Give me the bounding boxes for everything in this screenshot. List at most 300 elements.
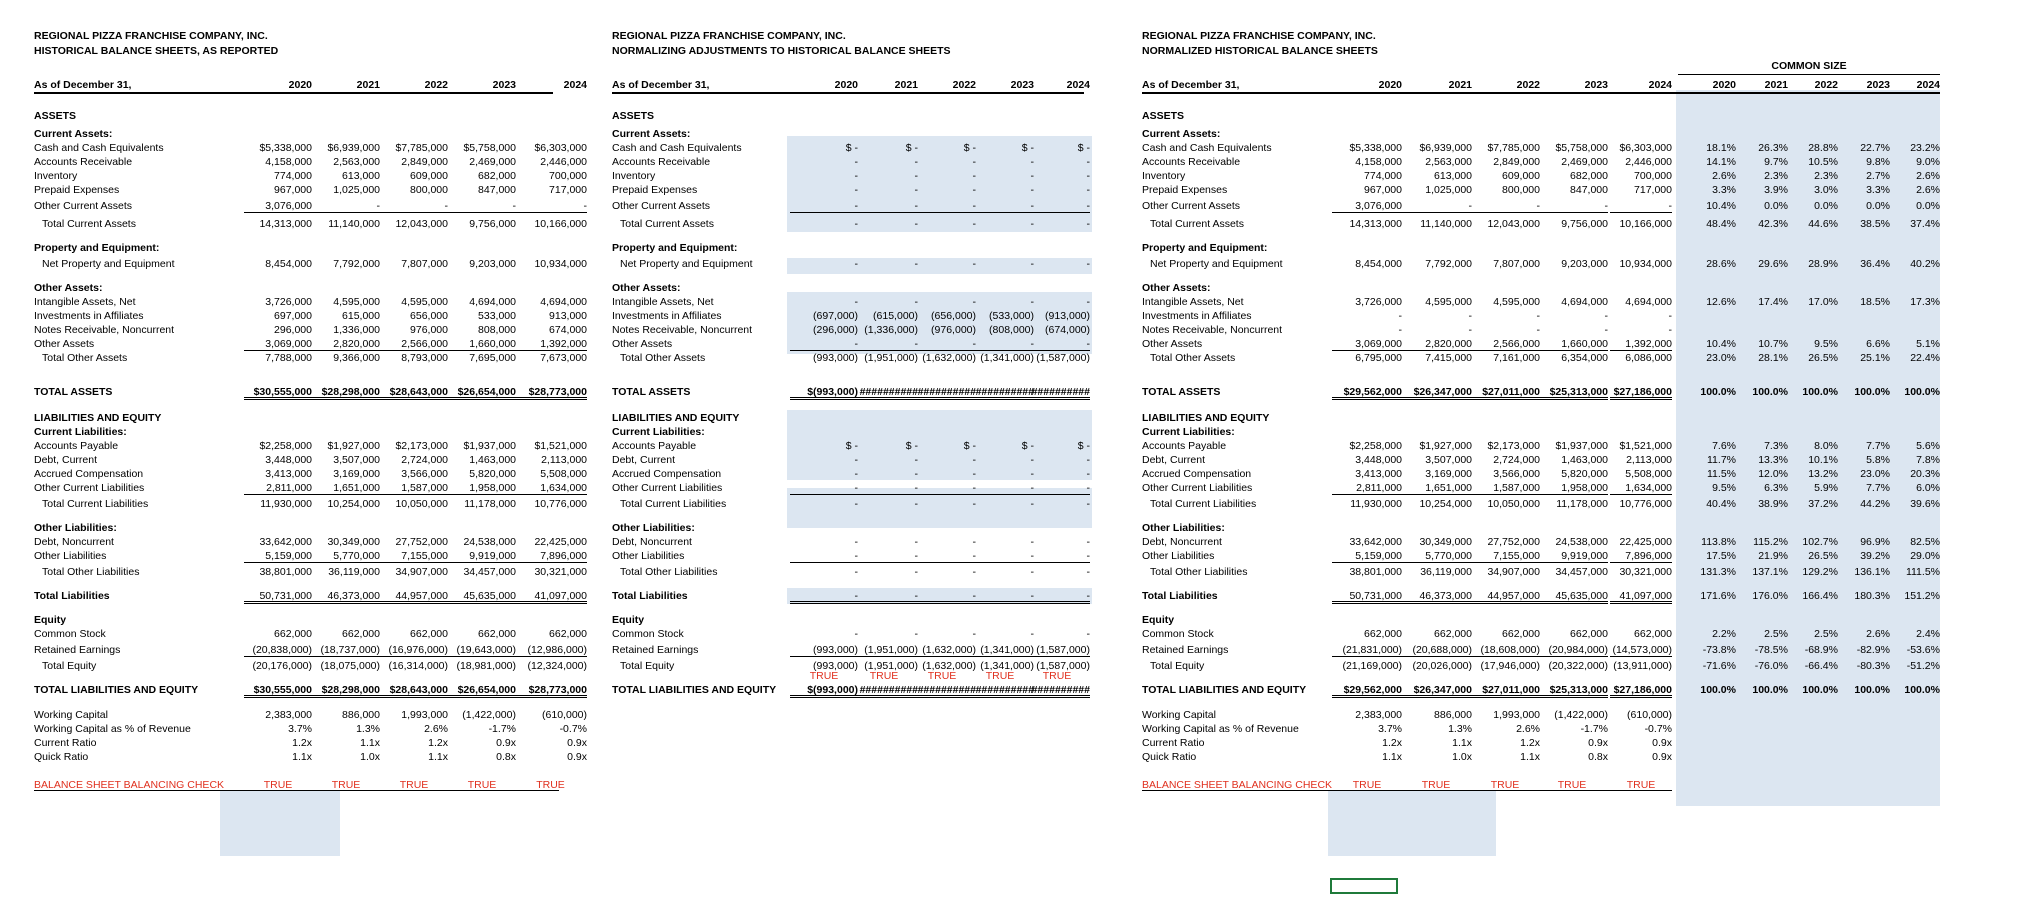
year-header[interactable]: 2020 xyxy=(1712,79,1736,91)
value-cell[interactable]: 9,756,000 xyxy=(469,218,516,230)
value-cell[interactable]: - xyxy=(854,628,858,640)
percent-cell[interactable]: 137.1% xyxy=(1752,566,1788,578)
row-label[interactable]: Total Liabilities xyxy=(34,590,110,602)
percent-cell[interactable]: 136.1% xyxy=(1854,566,1890,578)
value-cell[interactable]: 46,373,000 xyxy=(312,590,380,604)
value-cell[interactable]: (18,075,000) xyxy=(320,660,380,672)
value-cell[interactable]: 33,642,000 xyxy=(259,536,312,548)
value-cell[interactable]: 1,587,000 xyxy=(1470,482,1540,495)
value-cell[interactable]: - xyxy=(914,566,918,578)
value-cell[interactable]: 10,776,000 xyxy=(1619,498,1672,510)
value-cell[interactable]: 1,463,000 xyxy=(1561,454,1608,466)
percent-cell[interactable]: 10.4% xyxy=(1706,200,1736,212)
value-cell[interactable]: (19,643,000) xyxy=(448,644,516,657)
value-cell[interactable]: $27,186,000 xyxy=(1610,386,1672,400)
value-cell[interactable]: - xyxy=(972,498,976,510)
value-cell[interactable]: (1,951,000) xyxy=(864,660,918,672)
value-cell[interactable]: 1,993,000 xyxy=(401,709,448,721)
value-cell[interactable]: 4,158,000 xyxy=(1355,156,1402,168)
value-cell[interactable]: ########## xyxy=(908,386,976,400)
value-cell[interactable]: - xyxy=(1668,310,1672,322)
row-label[interactable]: Accrued Compensation xyxy=(1142,468,1252,480)
percent-cell[interactable]: 21.9% xyxy=(1758,550,1788,562)
value-cell[interactable]: - xyxy=(1468,310,1472,322)
value-cell[interactable]: - xyxy=(1086,454,1090,466)
row-label[interactable]: Accounts Payable xyxy=(1142,440,1227,452)
year-header[interactable]: 2024 xyxy=(1066,79,1090,91)
value-cell[interactable]: 2,113,000 xyxy=(1626,454,1672,466)
value-cell[interactable]: - xyxy=(1024,338,1090,351)
value-cell[interactable]: (20,026,000) xyxy=(1412,660,1472,672)
percent-cell[interactable]: -68.9% xyxy=(1804,644,1838,656)
value-cell[interactable]: $1,521,000 xyxy=(1619,440,1672,452)
value-cell[interactable]: 7,896,000 xyxy=(1610,550,1672,563)
value-cell[interactable]: 1,336,000 xyxy=(333,324,380,336)
row-label[interactable]: Other Liabilities xyxy=(34,550,107,562)
value-cell[interactable]: 0.9x xyxy=(496,737,516,749)
value-cell[interactable]: 662,000 xyxy=(1502,628,1540,640)
value-cell[interactable]: 1.1x xyxy=(1452,737,1472,749)
value-cell[interactable]: - xyxy=(966,200,1034,213)
value-cell[interactable]: 3,076,000 xyxy=(1332,200,1402,213)
percent-cell[interactable]: 18.1% xyxy=(1706,142,1736,154)
percent-cell[interactable]: 100.0% xyxy=(1752,684,1788,696)
value-cell[interactable]: (1,587,000) xyxy=(1036,660,1090,672)
value-cell[interactable]: $1,927,000 xyxy=(1419,440,1472,452)
value-cell[interactable]: 2,724,000 xyxy=(401,454,448,466)
value-cell[interactable]: - xyxy=(914,218,918,230)
value-cell[interactable]: (1,341,000) xyxy=(980,660,1034,672)
value-cell[interactable]: - xyxy=(972,296,976,308)
value-cell[interactable]: $28,773,000 xyxy=(514,386,587,400)
value-cell[interactable]: $ - xyxy=(1077,440,1090,452)
value-cell[interactable]: - xyxy=(972,628,976,640)
value-cell[interactable]: 0.9x xyxy=(1588,737,1608,749)
value-cell[interactable]: (1,951,000) xyxy=(850,644,918,657)
value-cell[interactable]: 9,756,000 xyxy=(1561,218,1608,230)
value-cell[interactable]: - xyxy=(790,200,858,213)
value-cell[interactable]: 2,563,000 xyxy=(333,156,380,168)
value-cell[interactable]: $28,643,000 xyxy=(380,386,448,400)
value-cell[interactable]: $27,011,000 xyxy=(1470,386,1540,400)
value-cell[interactable]: (20,838,000) xyxy=(244,644,312,657)
percent-cell[interactable]: 171.6% xyxy=(1700,590,1736,602)
row-label[interactable]: Retained Earnings xyxy=(1142,644,1229,656)
percent-cell[interactable]: 100.0% xyxy=(1752,386,1788,398)
row-label[interactable]: TOTAL LIABILITIES AND EQUITY xyxy=(34,684,199,696)
row-label[interactable]: Total Other Assets xyxy=(1150,352,1236,364)
row-label[interactable]: TOTAL ASSETS xyxy=(612,386,691,398)
value-cell[interactable]: 38,801,000 xyxy=(259,566,312,578)
value-cell[interactable]: 1.1x xyxy=(292,751,312,763)
value-cell[interactable]: - xyxy=(1604,324,1608,336)
value-cell[interactable]: 27,752,000 xyxy=(1487,536,1540,548)
value-cell[interactable]: $5,758,000 xyxy=(1555,142,1608,154)
value-cell[interactable]: -1.7% xyxy=(488,723,516,735)
row-label[interactable]: ASSETS xyxy=(34,110,77,122)
percent-cell[interactable]: 22.7% xyxy=(1860,142,1890,154)
value-cell[interactable]: - xyxy=(1030,218,1034,230)
row-label[interactable]: TOTAL LIABILITIES AND EQUITY xyxy=(612,684,777,696)
percent-cell[interactable]: 115.2% xyxy=(1753,536,1788,548)
value-cell[interactable]: - xyxy=(972,566,976,578)
row-label[interactable]: TOTAL ASSETS xyxy=(34,386,113,398)
percent-cell[interactable]: 100.0% xyxy=(1904,684,1940,696)
value-cell[interactable]: - xyxy=(790,550,858,563)
value-cell[interactable]: 1.1x xyxy=(1382,751,1402,763)
value-cell[interactable]: - xyxy=(1030,628,1034,640)
value-cell[interactable]: - xyxy=(1030,258,1034,270)
value-cell[interactable]: 656,000 xyxy=(410,310,448,322)
row-label[interactable]: Inventory xyxy=(34,170,78,182)
value-cell[interactable]: - xyxy=(914,184,918,196)
percent-cell[interactable]: 37.2% xyxy=(1808,498,1838,510)
percent-cell[interactable]: 29.0% xyxy=(1910,550,1940,562)
row-label[interactable]: Total Current Liabilities xyxy=(42,498,149,510)
value-cell[interactable]: - xyxy=(1086,156,1090,168)
row-label[interactable]: Accrued Compensation xyxy=(34,468,144,480)
percent-cell[interactable]: 17.3% xyxy=(1910,296,1940,308)
value-cell[interactable]: (12,986,000) xyxy=(514,644,587,657)
percent-cell[interactable]: 96.9% xyxy=(1860,536,1890,548)
value-cell[interactable]: 4,694,000 xyxy=(540,296,587,308)
value-cell[interactable]: 10,050,000 xyxy=(1487,498,1540,510)
percent-cell[interactable]: 10.5% xyxy=(1808,156,1838,168)
percent-cell[interactable]: 151.2% xyxy=(1904,590,1940,602)
row-label[interactable]: Property and Equipment: xyxy=(1142,242,1268,254)
percent-cell[interactable]: 180.3% xyxy=(1854,590,1890,602)
row-label[interactable]: Equity xyxy=(612,614,645,626)
value-cell[interactable]: 662,000 xyxy=(1364,628,1402,640)
value-cell[interactable]: - xyxy=(908,550,976,563)
value-cell[interactable]: 296,000 xyxy=(274,324,312,336)
value-cell[interactable]: - xyxy=(914,156,918,168)
value-cell[interactable]: $1,937,000 xyxy=(463,440,516,452)
year-header[interactable]: 2024 xyxy=(1916,79,1940,91)
value-cell[interactable]: 697,000 xyxy=(274,310,312,322)
percent-cell[interactable]: 10.4% xyxy=(1706,338,1736,350)
value-cell[interactable]: 6,086,000 xyxy=(1625,352,1672,364)
value-cell[interactable]: - xyxy=(312,200,380,213)
value-cell[interactable]: 10,166,000 xyxy=(534,218,587,230)
percent-cell[interactable]: 42.3% xyxy=(1758,218,1788,230)
value-cell[interactable]: - xyxy=(514,200,587,213)
value-cell[interactable]: $26,347,000 xyxy=(1400,684,1472,698)
value-cell[interactable]: (1,951,000) xyxy=(864,352,918,364)
value-cell[interactable]: - xyxy=(1086,296,1090,308)
year-header[interactable]: 2023 xyxy=(492,79,516,91)
value-cell[interactable]: 5,770,000 xyxy=(1400,550,1472,563)
value-cell[interactable]: 2,469,000 xyxy=(1561,156,1608,168)
value-cell[interactable]: - xyxy=(854,218,858,230)
value-cell[interactable]: - xyxy=(854,468,858,480)
row-label[interactable]: Debt, Current xyxy=(1142,454,1206,466)
value-cell[interactable]: - xyxy=(908,590,976,604)
value-cell[interactable]: ########## xyxy=(850,386,918,400)
percent-cell[interactable]: 5.8% xyxy=(1866,454,1890,466)
value-cell[interactable]: - xyxy=(972,536,976,548)
row-label[interactable]: Other Current Liabilities xyxy=(1142,482,1253,494)
value-cell[interactable]: 4,595,000 xyxy=(333,296,380,308)
value-cell[interactable]: - xyxy=(850,590,918,604)
value-cell[interactable]: 3.7% xyxy=(288,723,312,735)
percent-cell[interactable]: 39.2% xyxy=(1860,550,1890,562)
value-cell[interactable]: - xyxy=(914,536,918,548)
value-cell[interactable]: 10,254,000 xyxy=(1419,498,1472,510)
value-cell[interactable]: TRUE xyxy=(809,670,839,682)
value-cell[interactable]: $5,338,000 xyxy=(259,142,312,154)
value-cell[interactable]: 2,849,000 xyxy=(1493,156,1540,168)
row-label[interactable]: Accounts Receivable xyxy=(612,156,711,168)
row-label[interactable]: LIABILITIES AND EQUITY xyxy=(1142,412,1270,424)
percent-cell[interactable]: 38.5% xyxy=(1860,218,1890,230)
percent-cell[interactable]: 2.5% xyxy=(1764,628,1788,640)
value-cell[interactable]: - xyxy=(966,590,1034,604)
active-cell-selection[interactable] xyxy=(1330,878,1398,894)
value-cell[interactable]: 2,563,000 xyxy=(1425,156,1472,168)
value-cell[interactable]: (674,000) xyxy=(1045,324,1090,336)
value-cell[interactable]: 662,000 xyxy=(478,628,516,640)
value-cell[interactable]: $7,785,000 xyxy=(395,142,448,154)
value-cell[interactable]: 9,919,000 xyxy=(448,550,516,563)
value-cell[interactable]: 1,025,000 xyxy=(333,184,380,196)
percent-cell[interactable]: 23.0% xyxy=(1706,352,1736,364)
value-cell[interactable]: 7,695,000 xyxy=(469,352,516,364)
row-label[interactable]: Retained Earnings xyxy=(34,644,121,656)
value-cell[interactable]: TRUE xyxy=(467,779,497,791)
value-cell[interactable]: 2,113,000 xyxy=(541,454,587,466)
value-cell[interactable]: (18,737,000) xyxy=(312,644,380,657)
row-label[interactable]: Property and Equipment: xyxy=(612,242,738,254)
value-cell[interactable]: - xyxy=(972,156,976,168)
year-header[interactable]: 2020 xyxy=(1378,79,1402,91)
value-cell[interactable]: 1,651,000 xyxy=(312,482,380,495)
percent-cell[interactable]: 3.3% xyxy=(1712,184,1736,196)
percent-cell[interactable]: 11.5% xyxy=(1707,468,1736,480)
value-cell[interactable]: 5,508,000 xyxy=(540,468,587,480)
value-cell[interactable]: - xyxy=(1086,566,1090,578)
value-cell[interactable]: 3,507,000 xyxy=(333,454,380,466)
year-header[interactable]: 2022 xyxy=(1516,79,1540,91)
row-label[interactable]: Working Capital xyxy=(34,709,108,721)
value-cell[interactable]: (1,422,000) xyxy=(462,709,516,721)
value-cell[interactable]: 0.9x xyxy=(1652,737,1672,749)
value-cell[interactable]: - xyxy=(1086,184,1090,196)
percent-cell[interactable]: 18.5% xyxy=(1860,296,1890,308)
value-cell[interactable]: - xyxy=(914,454,918,466)
percent-cell[interactable]: 9.7% xyxy=(1764,156,1788,168)
value-cell[interactable]: 50,731,000 xyxy=(244,590,312,604)
percent-cell[interactable]: 39.6% xyxy=(1910,498,1940,510)
percent-cell[interactable]: 9.0% xyxy=(1916,156,1940,168)
value-cell[interactable]: $ - xyxy=(905,142,918,154)
percent-cell[interactable]: 10.7% xyxy=(1758,338,1788,350)
row-label[interactable]: Current Assets: xyxy=(34,128,113,140)
value-cell[interactable]: $26,347,000 xyxy=(1400,386,1472,400)
row-label[interactable]: BALANCE SHEET BALANCING CHECK xyxy=(1142,779,1333,791)
value-cell[interactable]: 11,178,000 xyxy=(464,498,516,510)
percent-cell[interactable]: 3.0% xyxy=(1814,184,1838,196)
row-label[interactable]: Debt, Noncurrent xyxy=(1142,536,1222,548)
percent-cell[interactable]: 3.3% xyxy=(1866,184,1890,196)
percent-cell[interactable]: 29.6% xyxy=(1758,258,1788,270)
percent-cell[interactable]: 100.0% xyxy=(1904,386,1940,398)
percent-cell[interactable]: 166.4% xyxy=(1802,590,1838,602)
value-cell[interactable]: 9,203,000 xyxy=(469,258,516,270)
value-cell[interactable]: - xyxy=(972,454,976,466)
value-cell[interactable]: 5,159,000 xyxy=(244,550,312,563)
value-cell[interactable]: 11,178,000 xyxy=(1556,498,1608,510)
percent-cell[interactable]: 176.0% xyxy=(1752,590,1788,602)
year-header[interactable]: 2020 xyxy=(834,79,858,91)
value-cell[interactable]: 3,448,000 xyxy=(1355,454,1402,466)
row-label[interactable]: Inventory xyxy=(1142,170,1186,182)
row-label[interactable]: Debt, Noncurrent xyxy=(34,536,114,548)
value-cell[interactable]: 682,000 xyxy=(478,170,516,182)
value-cell[interactable]: 2,820,000 xyxy=(1400,338,1472,351)
percent-cell[interactable]: 100.0% xyxy=(1802,684,1838,696)
percent-cell[interactable]: 5.1% xyxy=(1916,338,1940,350)
value-cell[interactable]: - xyxy=(854,170,858,182)
value-cell[interactable]: 1,025,000 xyxy=(1425,184,1472,196)
year-header[interactable]: 2022 xyxy=(952,79,976,91)
row-label[interactable]: Total Equity xyxy=(620,660,675,672)
year-header[interactable]: 2021 xyxy=(1764,79,1788,91)
value-cell[interactable]: 847,000 xyxy=(1570,184,1608,196)
value-cell[interactable]: 5,770,000 xyxy=(312,550,380,563)
value-cell[interactable]: (20,322,000) xyxy=(1548,660,1608,672)
value-cell[interactable]: $ - xyxy=(845,440,858,452)
percent-cell[interactable]: 9.8% xyxy=(1866,156,1890,168)
value-cell[interactable]: 9,919,000 xyxy=(1536,550,1608,563)
value-cell[interactable]: (1,632,000) xyxy=(908,644,976,657)
value-cell[interactable]: - xyxy=(914,628,918,640)
value-cell[interactable]: 967,000 xyxy=(274,184,312,196)
percent-cell[interactable]: 17.0% xyxy=(1808,296,1838,308)
value-cell[interactable]: 609,000 xyxy=(410,170,448,182)
row-label[interactable]: Equity xyxy=(1142,614,1175,626)
value-cell[interactable]: - xyxy=(914,468,918,480)
value-cell[interactable]: 1,392,000 xyxy=(514,338,587,351)
row-label[interactable]: Accounts Receivable xyxy=(1142,156,1241,168)
value-cell[interactable]: - xyxy=(1536,200,1608,213)
value-cell[interactable]: 14,313,000 xyxy=(1349,218,1402,230)
value-cell[interactable]: 33,642,000 xyxy=(1349,536,1402,548)
percent-cell[interactable]: 2.2% xyxy=(1712,628,1736,640)
value-cell[interactable]: 44,957,000 xyxy=(380,590,448,604)
row-label[interactable]: Total Other Liabilities xyxy=(620,566,718,578)
value-cell[interactable]: (993,000) xyxy=(813,660,858,672)
value-cell[interactable]: - xyxy=(790,590,858,604)
value-cell[interactable]: $7,785,000 xyxy=(1487,142,1540,154)
row-label[interactable]: Intangible Assets, Net xyxy=(1142,296,1244,308)
percent-cell[interactable]: 2.3% xyxy=(1814,170,1838,182)
percent-cell[interactable]: 36.4% xyxy=(1860,258,1890,270)
value-cell[interactable]: 7,788,000 xyxy=(265,352,312,364)
value-cell[interactable]: $28,298,000 xyxy=(312,684,380,698)
value-cell[interactable]: 2,811,000 xyxy=(1332,482,1402,495)
row-label[interactable]: Common Stock xyxy=(612,628,684,640)
value-cell[interactable]: 41,097,000 xyxy=(514,590,587,604)
value-cell[interactable]: - xyxy=(850,482,918,495)
value-cell[interactable]: - xyxy=(908,338,976,351)
row-label[interactable]: Notes Receivable, Noncurrent xyxy=(34,324,175,336)
value-cell[interactable]: $ - xyxy=(963,440,976,452)
percent-cell[interactable]: 7.8% xyxy=(1916,454,1940,466)
row-label[interactable]: Debt, Current xyxy=(612,454,676,466)
year-header[interactable]: 2023 xyxy=(1584,79,1608,91)
percent-cell[interactable]: -73.8% xyxy=(1702,644,1736,656)
value-cell[interactable]: - xyxy=(854,296,858,308)
value-cell[interactable]: $(993,000) xyxy=(790,684,858,698)
row-label[interactable]: Other Current Assets xyxy=(612,200,711,212)
row-label[interactable]: Other Current Liabilities xyxy=(612,482,723,494)
row-label[interactable]: Total Other Assets xyxy=(620,352,706,364)
value-cell[interactable]: 7,896,000 xyxy=(514,550,587,563)
value-cell[interactable]: - xyxy=(1398,324,1402,336)
value-cell[interactable]: (20,176,000) xyxy=(252,660,312,672)
value-cell[interactable]: 1,587,000 xyxy=(380,482,448,495)
percent-cell[interactable]: 7.6% xyxy=(1712,440,1736,452)
value-cell[interactable]: (993,000) xyxy=(790,644,858,657)
value-cell[interactable]: 1,660,000 xyxy=(1536,338,1608,351)
value-cell[interactable]: - xyxy=(972,258,976,270)
value-cell[interactable]: $2,173,000 xyxy=(1487,440,1540,452)
value-cell[interactable]: 7,807,000 xyxy=(401,258,448,270)
percent-cell[interactable]: 100.0% xyxy=(1700,684,1736,696)
percent-cell[interactable]: 44.2% xyxy=(1860,498,1890,510)
percent-cell[interactable]: 0.0% xyxy=(1814,200,1838,212)
percent-cell[interactable]: 28.9% xyxy=(1808,258,1838,270)
row-label[interactable]: Other Liabilities: xyxy=(34,522,117,534)
row-label[interactable]: Current Liabilities: xyxy=(34,426,127,438)
row-label[interactable]: Equity xyxy=(34,614,67,626)
value-cell[interactable]: 11,140,000 xyxy=(328,218,380,230)
value-cell[interactable]: (993,000) xyxy=(813,352,858,364)
value-cell[interactable]: (1,341,000) xyxy=(966,644,1034,657)
percent-cell[interactable]: 10.1% xyxy=(1808,454,1838,466)
value-cell[interactable]: $5,338,000 xyxy=(1349,142,1402,154)
value-cell[interactable]: 1,660,000 xyxy=(448,338,516,351)
value-cell[interactable]: ########## xyxy=(966,684,1034,698)
value-cell[interactable]: 3,076,000 xyxy=(244,200,312,213)
value-cell[interactable]: ########## xyxy=(1024,684,1090,698)
percent-cell[interactable]: 82.5% xyxy=(1910,536,1940,548)
percent-cell[interactable]: 12.0% xyxy=(1758,468,1788,480)
row-label[interactable]: Cash and Cash Equivalents xyxy=(1142,142,1272,154)
value-cell[interactable]: ########## xyxy=(908,684,976,698)
value-cell[interactable]: - xyxy=(854,156,858,168)
value-cell[interactable]: $6,939,000 xyxy=(327,142,380,154)
row-label[interactable]: Other Assets xyxy=(612,338,673,350)
row-label[interactable]: Cash and Cash Equivalents xyxy=(612,142,742,154)
value-cell[interactable]: $2,258,000 xyxy=(259,440,312,452)
value-cell[interactable]: -0.7% xyxy=(1644,723,1672,735)
value-cell[interactable]: - xyxy=(1086,170,1090,182)
row-label[interactable]: ASSETS xyxy=(1142,110,1185,122)
row-label[interactable]: Total Current Assets xyxy=(1150,218,1244,230)
value-cell[interactable]: 30,349,000 xyxy=(327,536,380,548)
value-cell[interactable]: 3,726,000 xyxy=(1355,296,1402,308)
value-cell[interactable]: 847,000 xyxy=(478,184,516,196)
value-cell[interactable]: TRUE xyxy=(1042,670,1072,682)
value-cell[interactable]: TRUE xyxy=(399,779,429,791)
value-cell[interactable]: 9,203,000 xyxy=(1561,258,1608,270)
value-cell[interactable]: $ - xyxy=(1077,142,1090,154)
row-label[interactable]: Other Assets: xyxy=(34,282,103,294)
value-cell[interactable]: (21,831,000) xyxy=(1332,644,1402,657)
percent-cell[interactable]: 100.0% xyxy=(1802,386,1838,398)
